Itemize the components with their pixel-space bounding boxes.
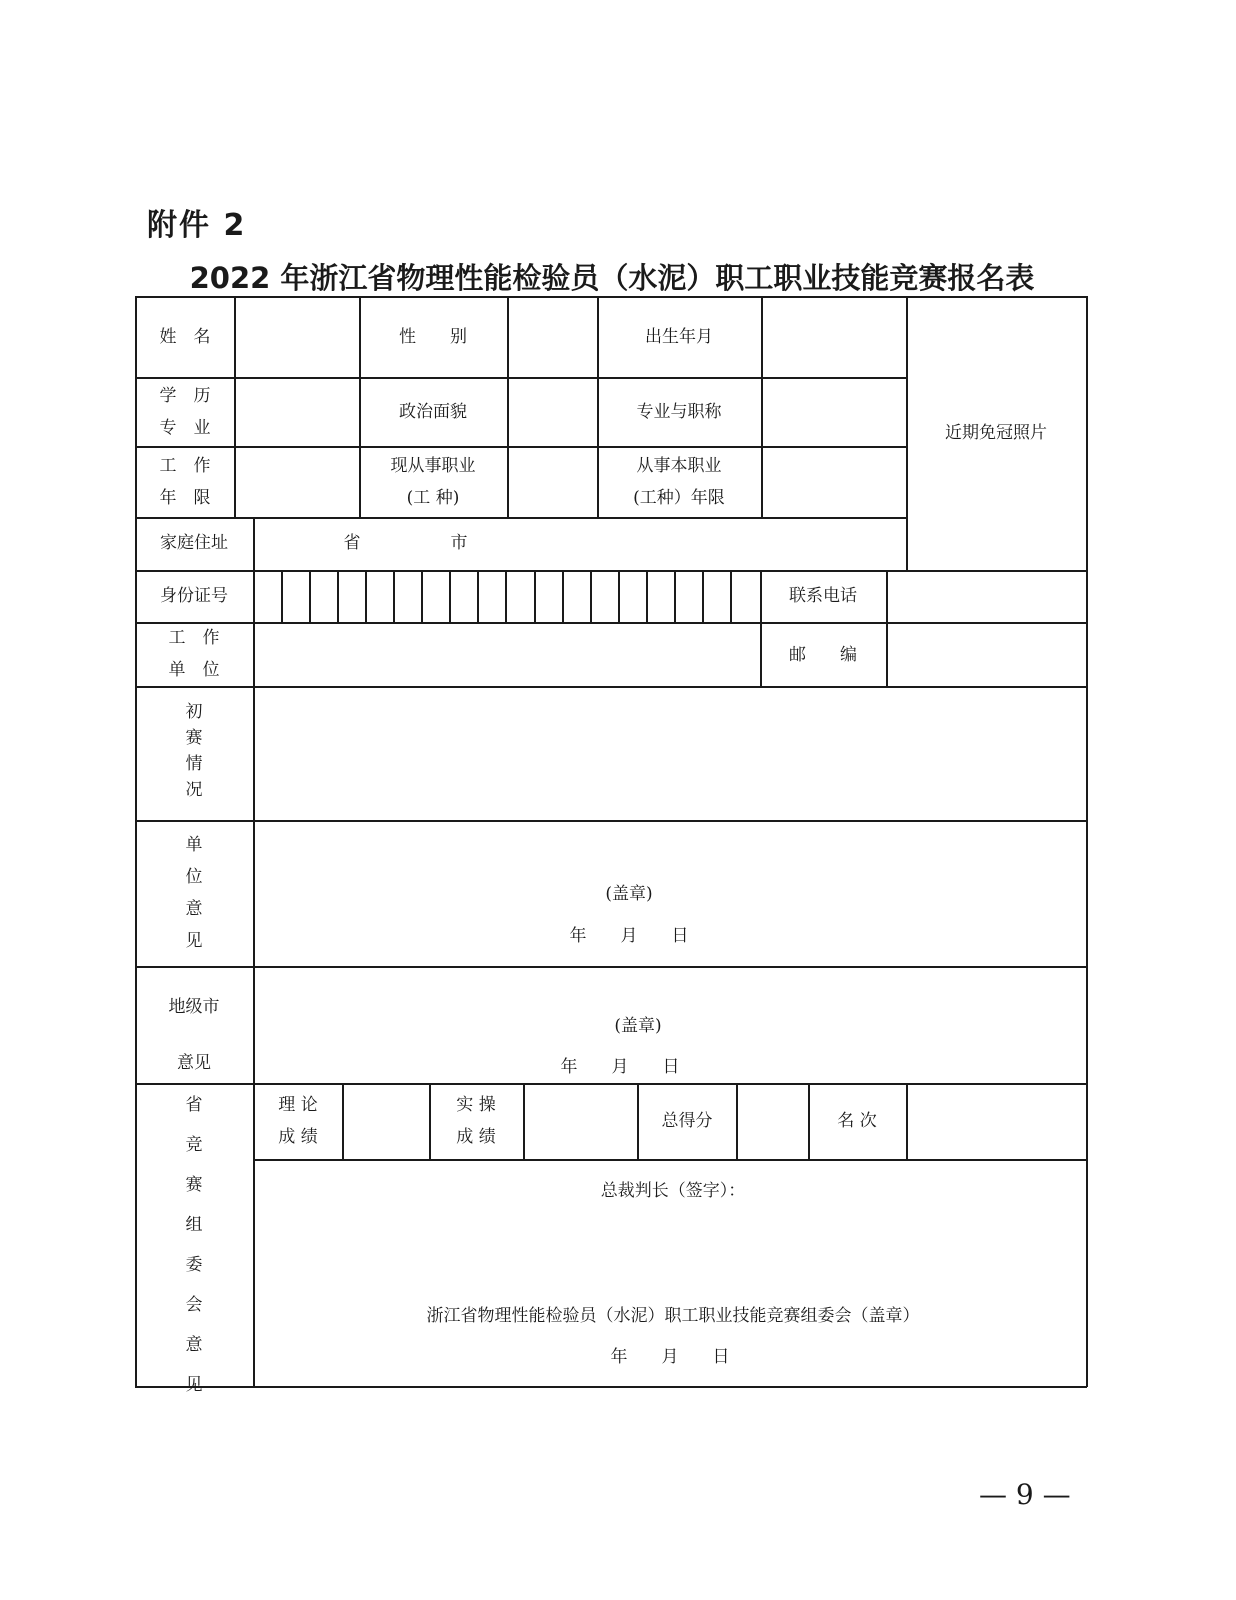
prelim-char: 情 — [185, 754, 203, 774]
committee-char: 组 — [185, 1215, 203, 1235]
id-digit-rule — [674, 570, 676, 623]
theory-line1: 理 论 — [278, 1095, 318, 1115]
unit-seal: (盖章) — [605, 884, 653, 904]
birth-label: 出生年月 — [645, 327, 713, 347]
chief-judge-label: 总裁判长（签字）： — [600, 1181, 746, 1201]
row-rule — [253, 1159, 1087, 1161]
job-years-line2: (工种）年限 — [633, 488, 725, 508]
theory-score-label — [278, 1089, 317, 1153]
col-rule — [597, 296, 599, 518]
committee-char: 意 — [185, 1335, 203, 1355]
committee-char: 竞 — [185, 1135, 203, 1155]
col-rule — [906, 1083, 908, 1160]
col-rule — [359, 296, 361, 518]
work-years-line2: 年 限 — [159, 488, 211, 508]
col-rule — [637, 1083, 639, 1160]
committee-char: 赛 — [185, 1175, 203, 1195]
employer-label — [169, 622, 220, 686]
prelim-label — [186, 699, 203, 803]
col-rule — [808, 1083, 810, 1160]
id-digit-rule — [562, 570, 564, 623]
col-rule — [234, 296, 236, 518]
city-date: 年 月 日 — [560, 1057, 680, 1077]
major-title-label: 专业与职称 — [636, 402, 722, 422]
id-digit-rule — [505, 570, 507, 623]
id-digit-rule — [730, 570, 732, 623]
address-label: 家庭住址 — [160, 533, 228, 553]
col-rule — [253, 517, 255, 1387]
col-rule — [342, 1083, 344, 1160]
col-rule — [523, 1083, 525, 1160]
id-digit-rule — [618, 570, 620, 623]
id-digit-rule — [590, 570, 592, 623]
row-rule — [135, 966, 1087, 968]
committee-seal-text: 浙江省物理性能检验员（水泥）职工职业技能竞赛组委会（盖章） — [426, 1306, 920, 1326]
job-years-line1: 从事本职业 — [636, 456, 722, 476]
row-rule — [135, 446, 907, 448]
id-digit-rule — [534, 570, 536, 623]
practice-line1: 实 操 — [456, 1095, 496, 1115]
col-rule — [761, 296, 763, 518]
current-job-line1: 现从事职业 — [390, 456, 476, 476]
name-label: 姓 名 — [159, 327, 211, 347]
row-rule — [135, 377, 907, 379]
city-opinion-label-line1: 地级市 — [168, 997, 220, 1017]
id-digit-rule — [281, 570, 283, 623]
id-digit-rule — [393, 570, 395, 623]
committee-char: 委 — [185, 1255, 203, 1275]
gender-label: 性 别 — [399, 327, 467, 347]
unit-opinion-label — [186, 829, 203, 957]
unit-opinion-char: 见 — [185, 931, 203, 951]
col-rule — [760, 570, 762, 687]
committee-opinion-label — [186, 1085, 203, 1405]
id-digit-rule — [337, 570, 339, 623]
theory-line2: 成 绩 — [278, 1127, 318, 1147]
unit-opinion-char: 意 — [185, 899, 203, 919]
practice-line2: 成 绩 — [456, 1127, 496, 1147]
committee-date: 年 月 日 — [610, 1347, 730, 1367]
id-digit-rule — [449, 570, 451, 623]
id-number-label: 身份证号 — [160, 586, 228, 606]
city-seal: (盖章) — [614, 1016, 662, 1036]
current-job-label — [391, 450, 476, 514]
employer-line2: 单 位 — [168, 660, 220, 680]
id-digit-rule — [309, 570, 311, 623]
education-label-line1: 学 历 — [159, 386, 211, 406]
work-years-label — [160, 450, 211, 514]
row-rule — [135, 686, 1087, 688]
unit-opinion-char: 位 — [185, 867, 203, 887]
col-rule — [886, 570, 888, 687]
work-years-line1: 工 作 — [159, 456, 211, 476]
prelim-char: 况 — [185, 780, 203, 800]
attachment-label: 附件 2 — [147, 208, 247, 243]
row-rule — [135, 622, 1087, 624]
education-label — [160, 380, 211, 444]
committee-char: 省 — [185, 1095, 203, 1115]
province-label: 省 — [343, 533, 361, 553]
col-rule — [507, 296, 509, 518]
table-border-right — [1086, 296, 1088, 1387]
col-rule — [906, 296, 908, 571]
political-label: 政治面貌 — [399, 402, 467, 422]
total-score-label: 总得分 — [661, 1111, 713, 1131]
row-rule — [135, 570, 1087, 572]
id-digit-rule — [477, 570, 479, 623]
col-rule — [736, 1083, 738, 1160]
practice-score-label — [456, 1089, 495, 1153]
employer-line1: 工 作 — [168, 628, 220, 648]
table-border-top — [135, 296, 1087, 298]
form-title: 2022 年浙江省物理性能检验员（水泥）职工职业技能竞赛报名表 — [189, 261, 1035, 295]
committee-char: 会 — [185, 1295, 203, 1315]
city-label: 市 — [450, 533, 468, 553]
postcode-label: 邮 编 — [789, 645, 857, 665]
phone-label: 联系电话 — [789, 586, 857, 606]
id-digit-rule — [365, 570, 367, 623]
unit-opinion-char: 单 — [185, 835, 203, 855]
id-digit-rule — [421, 570, 423, 623]
id-digit-rule — [646, 570, 648, 623]
row-rule — [135, 1083, 1087, 1085]
col-rule — [429, 1083, 431, 1160]
unit-date: 年 月 日 — [569, 926, 689, 946]
prelim-char: 初 — [185, 702, 203, 722]
job-years-label — [633, 450, 725, 514]
table-border-left — [135, 296, 137, 1387]
prelim-char: 赛 — [185, 728, 203, 748]
city-opinion-label-line2: 意见 — [177, 1053, 211, 1073]
id-digit-rule — [702, 570, 704, 623]
table-border-bottom — [135, 1386, 1087, 1388]
page-number: — 9 — — [979, 1478, 1071, 1511]
current-job-line2: (工 种) — [406, 488, 460, 508]
committee-char: 见 — [185, 1375, 203, 1395]
rank-label: 名 次 — [837, 1111, 877, 1131]
row-rule — [135, 517, 907, 519]
photo-label: 近期免冠照片 — [945, 423, 1047, 443]
row-rule — [135, 820, 1087, 822]
education-label-line2: 专 业 — [159, 418, 211, 438]
